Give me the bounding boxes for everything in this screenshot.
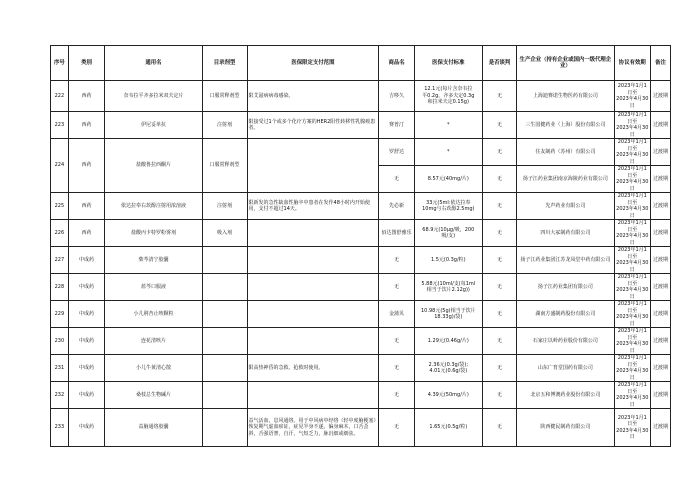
category-cell: 西药 <box>68 139 105 193</box>
scope-cell <box>247 301 379 328</box>
note-cell: 过渡期 <box>651 328 671 355</box>
period-cell-line: 2023年1月1日至 <box>617 112 647 125</box>
header-col-category: 类别 <box>68 46 105 81</box>
dosage-form-cell <box>202 301 247 328</box>
category-cell: 西药 <box>68 112 105 139</box>
category-cell: 西药 <box>68 193 105 220</box>
period-cell-line: 2023年4月30日 <box>616 96 649 109</box>
table-row <box>51 274 671 301</box>
table-row <box>51 247 671 274</box>
table-row <box>51 112 671 139</box>
scope-cell: 限接受过1个或多个化疗方案的HER2阳性转移性乳腺癌患者。 <box>247 112 379 139</box>
scope-cell <box>247 274 379 301</box>
note-cell: 过渡期 <box>651 247 671 274</box>
negotiated-cell: 无 <box>482 328 517 355</box>
note-cell: 过渡期 <box>651 112 671 139</box>
price-cell-line: 相当于饮片2.12g)) <box>426 287 470 293</box>
table-row <box>51 139 671 166</box>
scope-cell <box>247 220 379 247</box>
note-cell: 过渡期 <box>651 193 671 220</box>
generic-name-cell: 益脑通络胶囊 <box>105 409 202 447</box>
header-col-generic-name: 通用名 <box>105 46 202 81</box>
header-col-scope: 医保限定支付范围 <box>247 46 379 81</box>
period-cell-line: 2023年4月30日 <box>616 260 649 273</box>
price-cell-line: 1.65元(0.5g/粒) <box>429 424 468 431</box>
price-cell <box>414 328 482 355</box>
manufacturer-cell: 扬子江药业集团江苏龙凤堂中药有限公司 <box>517 247 614 274</box>
period-cell-line: 2023年4月30日 <box>616 341 649 354</box>
price-cell-line: * <box>447 148 450 155</box>
category-cell: 中成药 <box>68 328 105 355</box>
negotiated-cell: 无 <box>482 193 517 220</box>
manufacturer-cell: 三生国健药业（上海）股份有限公司 <box>517 112 614 139</box>
period-cell <box>614 274 651 301</box>
period-cell <box>614 81 651 112</box>
period-cell <box>614 301 651 328</box>
period-cell-line: 2023年1月1日至 <box>617 220 647 233</box>
price-cell-line: 8.57元(40mg/片) <box>427 175 469 182</box>
table-row <box>51 382 671 409</box>
note-cell: 过渡期 <box>651 301 671 328</box>
category-cell: 中成药 <box>68 409 105 447</box>
dosage-form-cell: 口服常释剂型 <box>202 81 247 112</box>
period-cell-line: 2023年4月30日 <box>616 206 649 219</box>
header-col-note: 备注 <box>651 46 671 81</box>
row-number: 231 <box>51 355 69 382</box>
category-cell: 中成药 <box>68 274 105 301</box>
negotiated-cell: 无 <box>482 81 517 112</box>
scope-cell <box>247 382 379 409</box>
generic-name-cell: 盐酸鲁拉西酮片 <box>105 139 202 193</box>
generic-name-cell: 连花清咳片 <box>105 328 202 355</box>
category-cell: 西药 <box>68 220 105 247</box>
negotiated-cell: 无 <box>482 220 517 247</box>
period-cell-line: 2023年1月1日至 <box>617 139 647 152</box>
note-cell: 过渡期 <box>651 274 671 301</box>
period-cell-line: 2023年4月30日 <box>616 233 649 246</box>
period-cell <box>614 409 651 447</box>
brand-name-cell: 无 <box>379 166 415 193</box>
period-cell <box>614 382 651 409</box>
row-number: 233 <box>51 409 69 447</box>
table-row <box>51 81 671 112</box>
price-cell <box>414 193 482 220</box>
row-number: 225 <box>51 193 69 220</box>
generic-name-cell: 柴芩清宁胶囊 <box>105 247 202 274</box>
header-col-negotiated: 是否谈判 <box>482 46 517 81</box>
dosage-form-cell: 注射剂 <box>202 112 247 139</box>
price-cell-line: 10.98元(5g(相当于饮片 <box>421 307 476 314</box>
negotiated-cell: 无 <box>482 247 517 274</box>
negotiated-cell: 无 <box>482 301 517 328</box>
manufacturer-cell: 住友制药（苏州）有限公司 <box>517 139 614 166</box>
note-cell: 过渡期 <box>651 382 671 409</box>
row-number: 229 <box>51 301 69 328</box>
row-number: 232 <box>51 382 69 409</box>
period-cell-line: 2023年4月30日 <box>616 152 649 165</box>
brand-name-cell: 无 <box>379 409 415 447</box>
price-cell <box>414 355 482 382</box>
dosage-form-cell: 注射剂 <box>202 193 247 220</box>
note-cell: 过渡期 <box>651 81 671 112</box>
generic-name-cell: 依达拉奉右莰醇注射用浓溶液 <box>105 193 202 220</box>
brand-name-cell: 佰达图舒雅乐 <box>379 220 415 247</box>
period-cell <box>614 193 651 220</box>
negotiated-cell: 无 <box>482 274 517 301</box>
table-row <box>51 328 671 355</box>
period-cell-line: 2023年1月1日至 <box>617 193 647 206</box>
period-cell-line: 2023年1月1日至 <box>617 274 647 287</box>
price-cell <box>414 301 482 328</box>
period-cell-line: 2023年1月1日至 <box>617 328 647 341</box>
manufacturer-cell: 扬子江药业集团南京海陵药业有限公司 <box>517 166 614 193</box>
header-col-dosage-form: 目录剂型 <box>202 46 247 81</box>
brand-name-cell: 吉哆久 <box>379 81 415 112</box>
price-cell-line: 10mg与右莰醇2.5mg) <box>422 206 475 212</box>
brand-name-cell: 无 <box>379 274 415 301</box>
price-cell-line: 5.88元(10ml/支(每1ml <box>421 280 476 287</box>
period-cell <box>614 355 651 382</box>
table-row <box>51 193 671 220</box>
row-number: 227 <box>51 247 69 274</box>
scope-cell: 益气活血，息风通络。用于中风病中经络（轻中度脑梗塞）恢复期气虚血瘀证，症见半身不遂，偏身麻木，口舌歪斜，舌强语謇，自汗，气短乏力，脉沉细或细弦。 <box>247 409 379 447</box>
row-number: 222 <box>51 81 69 112</box>
period-cell <box>614 112 651 139</box>
generic-name-cell: 奈韦拉平齐多拉米双夫定片 <box>105 81 202 112</box>
negotiated-cell: 无 <box>482 409 517 447</box>
negotiated-cell: 无 <box>482 112 517 139</box>
period-cell-line: 2023年1月1日至 <box>617 247 647 260</box>
manufacturer-cell: 先声药业有限公司 <box>517 193 614 220</box>
manufacturer-cell: 陕西健民制药有限公司 <box>517 409 614 447</box>
price-cell-line: 4.01元(0.6g/袋) <box>429 368 468 374</box>
period-cell-line: 2023年1月1日至 <box>617 382 647 395</box>
price-cell-line: * <box>447 121 450 128</box>
header-col-brand: 商品名 <box>379 46 415 81</box>
note-cell: 过渡期 <box>651 355 671 382</box>
negotiated-cell: 无 <box>482 139 517 166</box>
category-cell: 西药 <box>68 81 105 112</box>
price-cell <box>414 139 482 166</box>
price-cell <box>414 112 482 139</box>
manufacturer-cell: 山东广育堂国药有限公司 <box>517 355 614 382</box>
category-cell: 中成药 <box>68 355 105 382</box>
dosage-form-cell: 口服常释剂型 <box>202 139 247 193</box>
price-cell <box>414 247 482 274</box>
row-number: 228 <box>51 274 69 301</box>
row-number: 230 <box>51 328 69 355</box>
category-cell: 中成药 <box>68 247 105 274</box>
price-cell-line: 1.5元(0.3g/粒) <box>430 256 466 263</box>
price-cell <box>414 274 482 301</box>
scope-cell: 限新发的急性缺血性脑卒中患者在发作48小时内开始使用，支付不超过14天。 <box>247 193 379 220</box>
category-cell: 中成药 <box>68 301 105 328</box>
price-cell-line: 4.39元(50mg/片) <box>427 391 469 398</box>
manufacturer-cell: 扬子江药业集团有限公司 <box>517 274 614 301</box>
period-cell-line: 2023年4月30日 <box>616 314 649 327</box>
dosage-form-cell <box>202 409 247 447</box>
price-cell-line: 1.29元(0.46g/片) <box>427 337 469 344</box>
header-col-price: 医保支付标准 <box>414 46 482 81</box>
manufacturer-cell: 北京五和博澳药业股份有限公司 <box>517 382 614 409</box>
table-row <box>51 301 671 328</box>
brand-name-cell: 赛普汀 <box>379 112 415 139</box>
generic-name-cell: 小儿荆杏止咳颗粒 <box>105 301 202 328</box>
negotiated-cell: 无 <box>482 382 517 409</box>
brand-name-cell: 先必新 <box>379 193 415 220</box>
table-row <box>51 355 671 382</box>
scope-cell <box>247 247 379 274</box>
table-row <box>51 409 671 447</box>
dosage-form-cell <box>202 355 247 382</box>
period-cell-line: 2023年4月30日 <box>616 179 649 192</box>
period-cell <box>614 220 651 247</box>
period-cell <box>614 139 651 166</box>
manufacturer-cell: 石家庄以岭药业股份有限公司 <box>517 328 614 355</box>
manufacturer-cell: 四川大冢制药有限公司 <box>517 220 614 247</box>
scope-cell: 限艾滋病病毒感染。 <box>247 81 379 112</box>
period-cell <box>614 328 651 355</box>
period-cell <box>614 166 651 193</box>
generic-name-cell: 盐酸丙卡特罗粉雾剂 <box>105 220 202 247</box>
price-cell-line: 33元(5ml:依达拉奉 <box>426 199 471 206</box>
price-cell-line: 68.9元(10μg/吸，200 <box>422 226 475 233</box>
header-col-no: 序号 <box>51 46 69 81</box>
price-cell-line: 和拉米夫定0.15g) <box>427 99 469 106</box>
row-number: 223 <box>51 112 69 139</box>
price-cell <box>414 409 482 447</box>
generic-name-cell: 桑枝总生物碱片 <box>105 382 202 409</box>
period-cell-line: 2023年1月1日至 <box>617 414 647 427</box>
price-cell-line: 12.1元(每片含奈韦拉 <box>424 86 473 93</box>
negotiated-cell: 无 <box>482 166 517 193</box>
note-cell: 过渡期 <box>651 409 671 447</box>
table-row <box>51 220 671 247</box>
category-cell: 中成药 <box>68 382 105 409</box>
drug-list-table <box>50 45 671 447</box>
manufacturer-cell: 上海迪赛诺生物医药有限公司 <box>517 81 614 112</box>
period-cell-line: 2023年4月30日 <box>616 368 649 381</box>
negotiated-cell: 无 <box>482 355 517 382</box>
brand-name-cell: 无 <box>379 247 415 274</box>
dosage-form-cell <box>202 274 247 301</box>
header-col-period: 协议有效期 <box>614 46 651 81</box>
period-cell-line: 2023年4月30日 <box>616 395 649 408</box>
period-cell-line: 2023年1月1日至 <box>617 301 647 314</box>
scope-cell <box>247 328 379 355</box>
price-cell-line: 18.33g)/袋) <box>434 314 463 320</box>
dosage-form-cell <box>202 247 247 274</box>
note-cell: 过渡期 <box>651 166 671 193</box>
header-row <box>51 46 671 81</box>
row-number: 224 <box>51 139 69 193</box>
row-number: 226 <box>51 220 69 247</box>
note-cell: 过渡期 <box>651 139 671 166</box>
brand-name-cell: 罗舒达 <box>379 139 415 166</box>
period-cell <box>614 247 651 274</box>
period-cell-line: 2023年1月1日至 <box>617 166 647 179</box>
period-cell-line: 2023年4月30日 <box>616 287 649 300</box>
price-cell-line: 吸/支) <box>441 233 456 239</box>
generic-name-cell: 伊尼妥单抗 <box>105 112 202 139</box>
price-cell-line: 2.36元(0.3g/袋); <box>428 361 469 368</box>
dosage-form-cell <box>202 382 247 409</box>
scope-cell: 限高热神昏的急救、抢救时使用。 <box>247 355 379 382</box>
scope-cell <box>247 139 379 193</box>
brand-name-cell: 无 <box>379 328 415 355</box>
generic-name-cell: 小儿牛黄清心散 <box>105 355 202 382</box>
brand-name-cell: 金蒲贝 <box>379 301 415 328</box>
generic-name-cell: 蓝芩口服液 <box>105 274 202 301</box>
brand-name-cell: 无 <box>379 355 415 382</box>
manufacturer-cell: 湖南方盛制药股份有限公司 <box>517 301 614 328</box>
price-cell <box>414 81 482 112</box>
dosage-form-cell: 吸入剂 <box>202 220 247 247</box>
price-cell <box>414 220 482 247</box>
brand-name-cell: 无 <box>379 382 415 409</box>
header-col-manufacturer: 生产企业（持有企业或国内一级代理企业） <box>517 46 614 81</box>
period-cell-line: 2023年1月1日至 <box>617 355 647 368</box>
note-cell: 过渡期 <box>651 220 671 247</box>
price-cell <box>414 166 482 193</box>
dosage-form-cell <box>202 328 247 355</box>
period-cell-line: 2023年4月30日 <box>616 427 649 440</box>
period-cell-line: 2023年1月1日至 <box>617 83 647 96</box>
period-cell-line: 2023年4月30日 <box>616 125 649 138</box>
price-cell <box>414 382 482 409</box>
price-cell-line: 平0.2g，齐多夫定0.3g <box>422 92 475 99</box>
